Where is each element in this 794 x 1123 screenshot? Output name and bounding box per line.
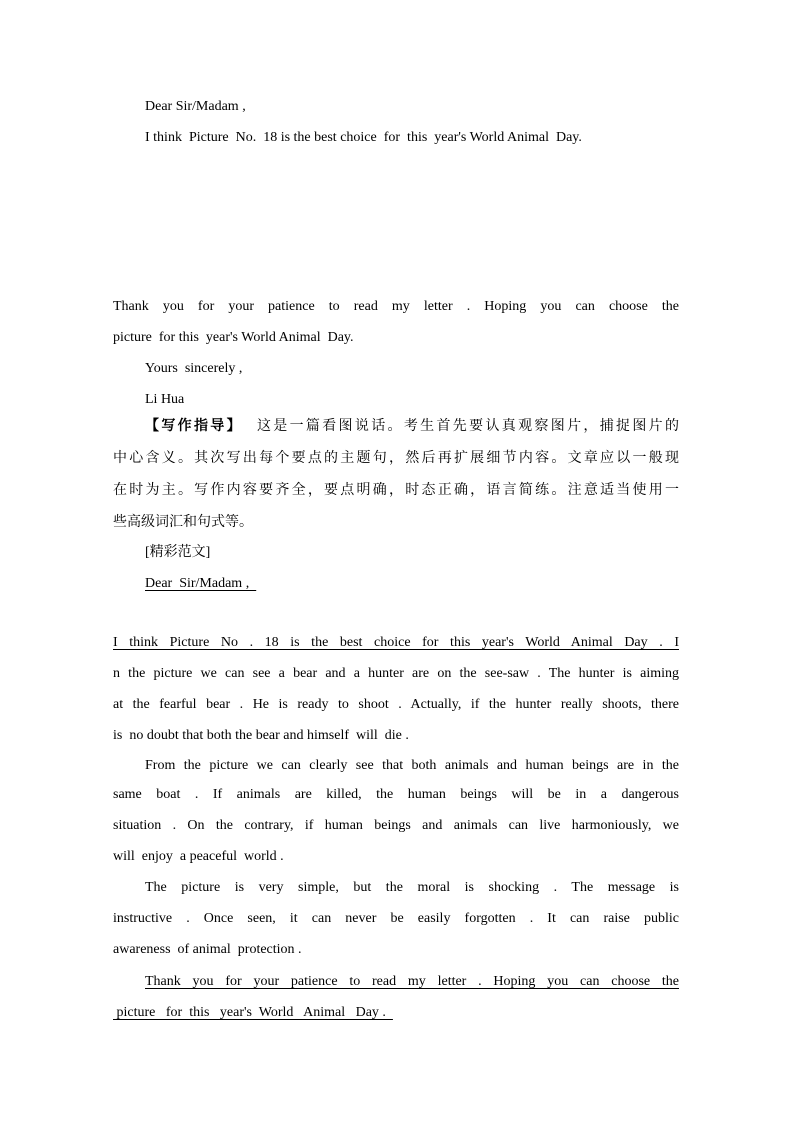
prompt-opening: I think Picture No. 18 is the best choice for this year's World Animal Day. [145,130,582,145]
model-heading: [精彩范文] [145,545,211,560]
model-p3-line-1: The picture is very simple, but the moral is shocking . The message is [145,880,679,895]
guidance-heading: 【写作指导】 [145,418,243,434]
model-p3-line-2: instructive . Once seen, it can never be easily forgotten . It can raise public [113,911,679,926]
model-p2-line-3: situation . On the contrary, if human beings and animals can live harmoniously, we [113,818,679,833]
guidance-text-1: 这是一篇看图说话。考生首先要认真观察图片，捕捉图片的 [256,418,680,434]
prompt-closing-line-1: Thank you for your patience to read my letter . Hoping you can choose the [113,299,679,314]
prompt-greeting: Dear Sir/Madam , [145,99,246,114]
model-p1-line-1: I think Picture No . 18 is the best choice for this year's World Animal Day . I [113,635,679,650]
model-p2-line-1: From the picture we can clearly see that both animals and human beings are in the [145,758,679,773]
guidance-line-2: 中心含义。其次写出每个要点的主题句，然后再扩展细节内容。文章应以一般现 [113,450,679,466]
model-p1-line-3: at the fearful bear . He is ready to shoot . Actually, if the hunter really shoots, there [113,697,679,712]
prompt-signoff: Yours sincerely , [145,361,243,376]
guidance-line-1 [145,416,679,436]
model-p1-line-2: n the picture we can see a bear and a hunter are on the see-saw . The hunter is aiming [113,666,679,681]
model-p4-line-2: picture for this year's World Animal Day . [113,1005,393,1020]
model-p2-line-2: same boat . If animals are killed, the human beings will be in a dangerous [113,787,679,802]
model-p2-line-4: will enjoy a peaceful world . [113,849,284,864]
model-p3-line-3: awareness of animal protection . [113,942,302,957]
model-p1-line-4: is no doubt that both the bear and himself will die . [113,728,409,743]
guidance-line-3: 在时为主。写作内容要齐全，要点明确，时态正确，语言简练。注意适当使用一 [113,482,679,498]
prompt-closing-line-2: picture for this year's World Animal Day. [113,330,354,345]
model-greeting: Dear Sir/Madam , [145,576,257,591]
prompt-signature: Li Hua [145,392,185,407]
guidance-line-4: 些高级词汇和句式等。 [113,514,253,530]
model-p4-line-1: Thank you for your patience to read my letter . Hoping you can choose the [145,974,679,989]
